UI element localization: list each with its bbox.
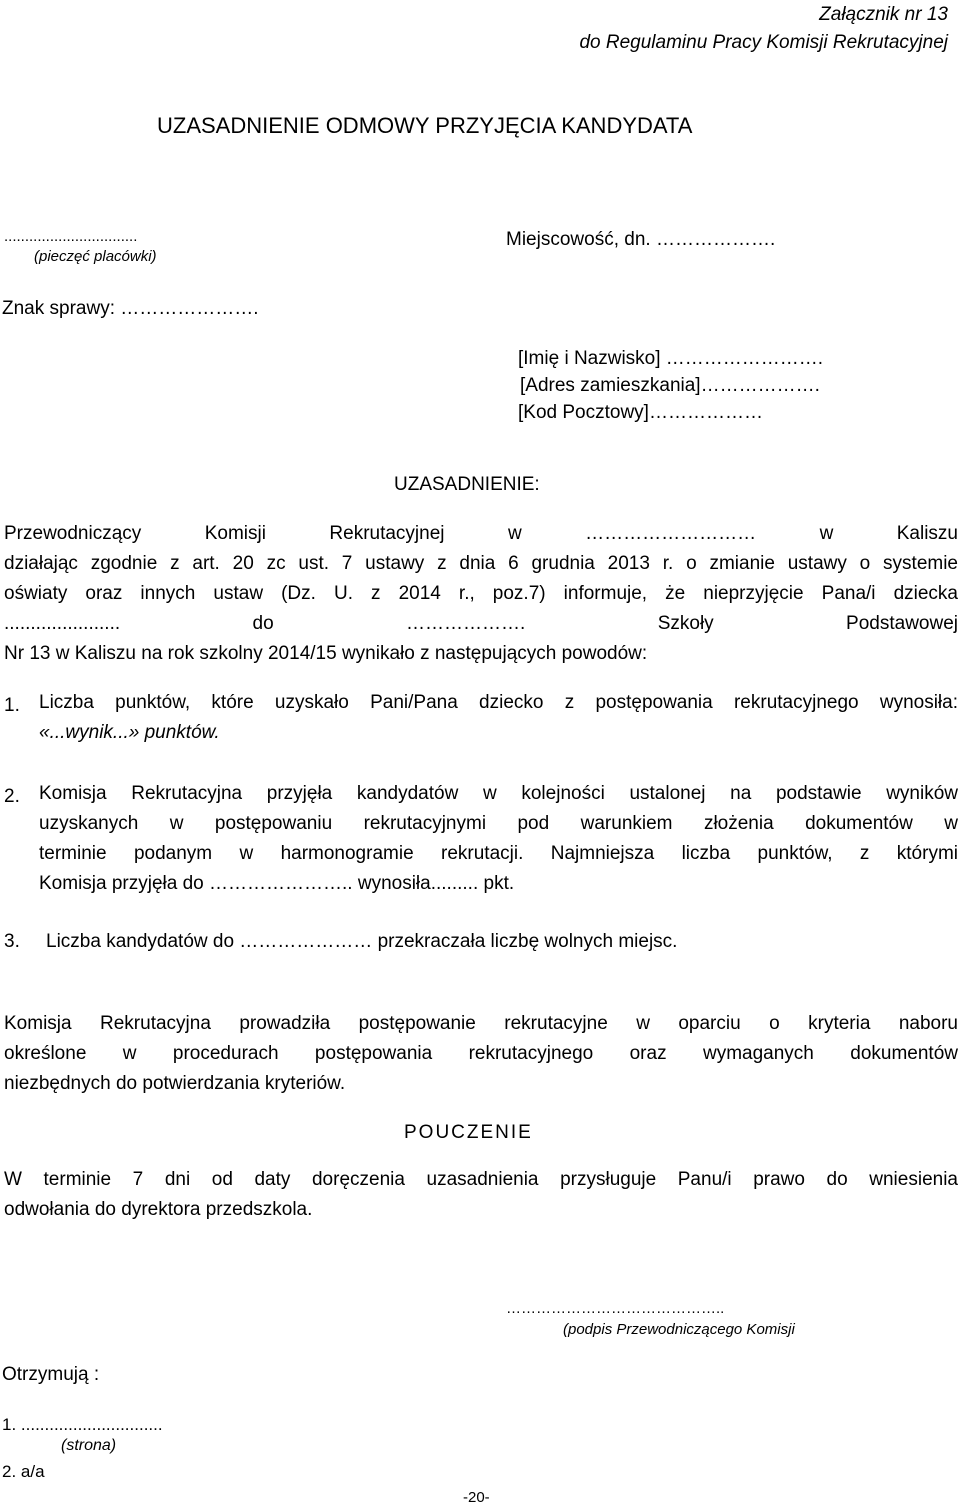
intro-line: oświaty oraz innych ustaw (Dz. U. z 2014 r., poz.7) informuje, że nieprzyjęcie Pana/i dziecka <box>4 583 958 604</box>
instruction-heading: POUCZENIE <box>404 1122 533 1143</box>
document-title: UZASADNIENIE ODMOWY PRZYJĘCIA KANDYDATA <box>157 113 693 138</box>
signature-label: (podpis Przewodniczącego Komisji <box>563 1321 795 1338</box>
instruction-line: odwołania do dyrektora przedszkola. <box>4 1199 313 1220</box>
recipient-item-2: 2. a/a <box>2 1462 45 1481</box>
recipient-address: [Adres zamieszkania]………………. <box>520 375 820 396</box>
reason-2-number: 2. <box>4 786 20 807</box>
instruction-paragraph <box>4 1165 958 1225</box>
case-number: Znak sprawy: …………………. <box>2 298 259 319</box>
recipients-heading: Otrzymują : <box>2 1364 100 1385</box>
reason-1-text <box>39 688 958 748</box>
section-heading: UZASADNIENIE: <box>394 474 540 495</box>
intro-line: ...................... do ………………. Szkoły Podstawowej <box>4 613 958 634</box>
annex-line-2: do Regulaminu Pracy Komisji Rekrutacyjnej <box>579 32 948 53</box>
annex-reference <box>579 3 948 55</box>
criteria-line: określone w procedurach postępowania rekrutacyjnego oraz wymaganych dokumentów <box>4 1043 958 1064</box>
intro-line: działając zgodnie z art. 20 zc ust. 7 ustawy z dnia 6 grudnia 2013 r. o zmianie ustawy o systemie <box>4 553 958 574</box>
intro-line: Przewodniczący Komisji Rekrutacyjnej w ……………………… w Kaliszu <box>4 523 958 544</box>
reason-3-text: Liczba kandydatów do ………………… przekraczała liczbę wolnych miejsc. <box>46 931 678 952</box>
reason-3-number: 3. <box>4 931 20 952</box>
intro-paragraph <box>4 519 958 669</box>
stamp-label: (pieczęć placówki) <box>34 248 157 265</box>
reason-line: uzyskanych w postępowaniu rekrutacyjnymi pod warunkiem złożenia dokumentów w <box>39 813 958 834</box>
reason-line: «...wynik...» punktów. <box>39 722 220 743</box>
intro-line: Nr 13 w Kaliszu na rok szkolny 2014/15 wynikało z następujących powodów: <box>4 643 648 664</box>
recipient-item-1-label: (strona) <box>61 1437 117 1454</box>
recipient-name: [Imię i Nazwisko] ……………………. <box>518 348 824 369</box>
reason-1-number: 1. <box>4 695 20 716</box>
reason-line: terminie podanym w harmonogramie rekrutacji. Najmniejsza liczba punktów, z którymi <box>39 843 958 864</box>
signature-dots: …………………………………….. <box>506 1300 725 1317</box>
recipient-postal: [Kod Pocztowy]……………… <box>518 402 763 423</box>
page-number: -20- <box>463 1489 490 1506</box>
reason-2-text <box>39 779 958 899</box>
recipient-item-1: 1. .............................. <box>2 1415 163 1434</box>
reason-line: Liczba punktów, które uzyskało Pani/Pana dziecko z postępowania rekrutacyjnego wynosiła: <box>39 692 958 713</box>
stamp-dots: ................................ <box>4 228 138 245</box>
place-date: Miejscowość, dn. ………………. <box>506 229 776 250</box>
instruction-line: W terminie 7 dni od daty doręczenia uzasadnienia przysługuje Panu/i prawo do wniesienia <box>4 1169 958 1190</box>
reason-line: Komisja przyjęła do ………………….. wynosiła......... pkt. <box>39 873 515 894</box>
annex-line-1: Załącznik nr 13 <box>819 4 948 25</box>
criteria-line: Komisja Rekrutacyjna prowadziła postępowanie rekrutacyjne w oparciu o kryteria naboru <box>4 1013 958 1034</box>
reason-line: Komisja Rekrutacyjna przyjęła kandydatów w kolejności ustalonej na podstawie wyników <box>39 783 958 804</box>
criteria-paragraph <box>4 1009 958 1099</box>
criteria-line: niezbędnych do potwierdzania kryteriów. <box>4 1073 346 1094</box>
